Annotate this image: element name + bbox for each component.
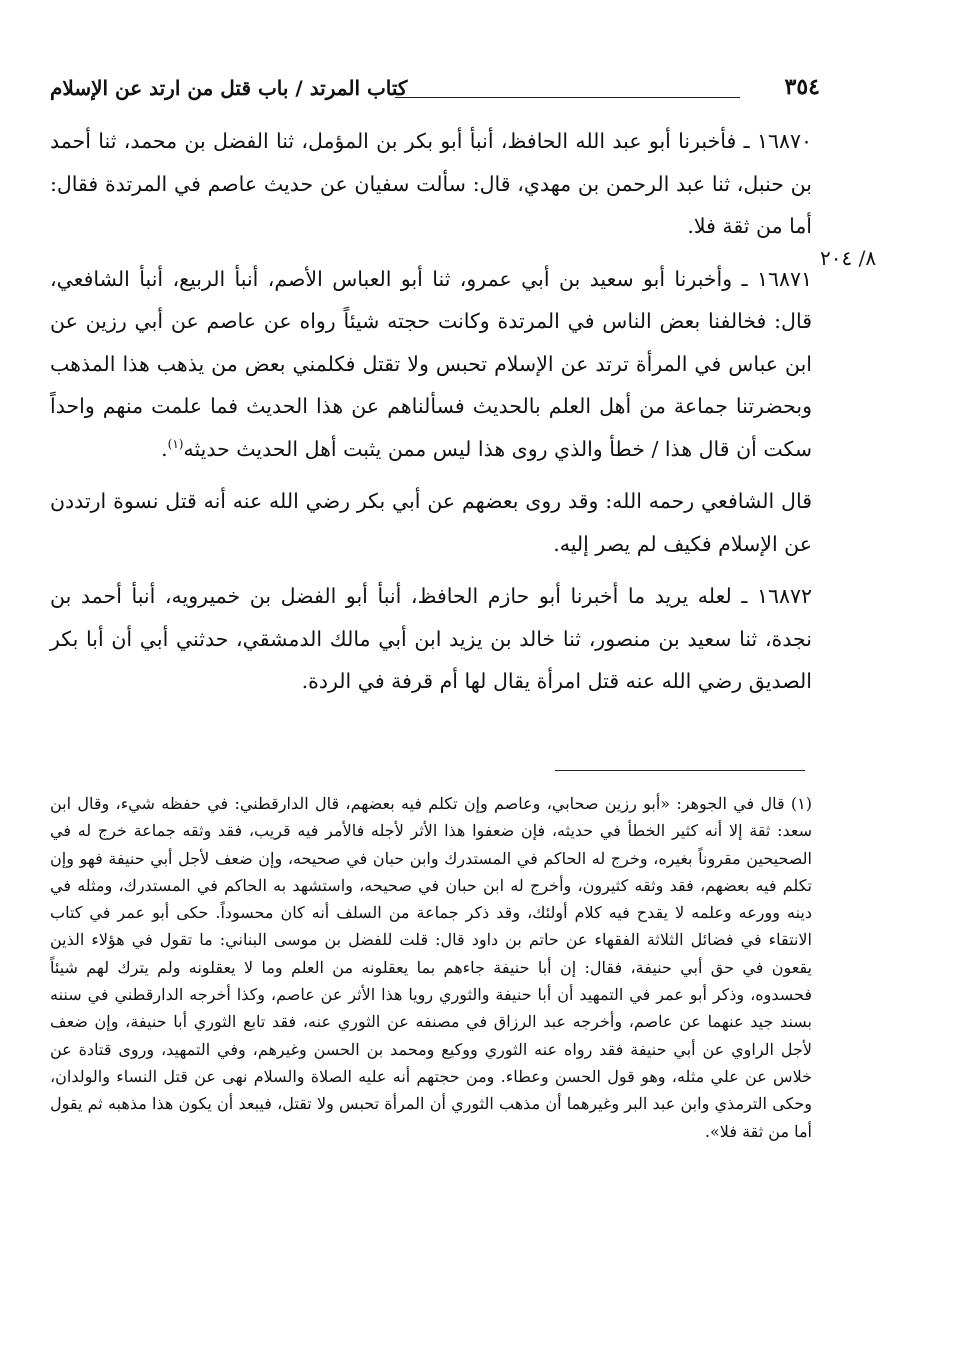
- paragraph-text: [50, 258, 812, 471]
- footnote-text: (١) قال في الجوهر: «أبو رزين صحابي، وعاصم وإن تكلم فيه بعضهم، قال الدارقطني: في حفظه شيء، وقال ابن سعد: ثقة إلا أنه كثير الخطأ في حديثه، فإن ضعفوا هذا الأثر لأجله فالأمر فيه قريب، فقد وثقه جماعة خرج له في الصحيحين مقروناً بغيره، وخرج له الحاكم في المستدرك وابن حبان في صحيحه، وإن ضعف لأجل أبي حنيفة فهو وإن تكلم فيه بعضهم، فقد وثقه كثيرون، وأخرج له ابن حبان في صحيحه، واستشهد به الحاكم في المستدرك، ومثله في دينه وورعه وعلمه لا يقدح فيه كلام أولئك، وقد ذكر جماعة من السلف أنه كان محسوداً. حكى أبو عمر في كتاب الانتقاء في فضائل الثلاثة الفقهاء عن حاتم بن داود قال: قلت للفضل بن موسى البناني: ما تقول في هؤلاء الذين يقعون في حق أبي حنيفة، فقال: إن أبا حنيفة جاءهم بما يعقلونه من العلم وما لا يعقلونه ولم يترك لهم شيئاً فحسدوه، وذكر أبو عمر في التمهيد أن أبا حنيفة والثوري رويا هذا الأثر عن عاصم، وكذا أخرجه الدارقطني في سننه بسند جيد عنهما عن عاصم، وأخرجه عبد الرزاق في مصنفه عن الثوري عنه، فقد تابع الثوري أبا حنيفة، وإن ضعف لأجل الراوي عن أبي حنيفة فقد رواه عنه الثوري ووكيع ومحمد بن الحسن وغيرهم، وفي التمهيد، وروى قتادة عن خلاس عن علي مثله، وهو قول الحسن وعطاء. ومن حجتهم أنه عليه الصلاة والسلام نهى عن قتل النساء والولدان، وحكى الترمذي وابن عبد البر وغيرهما أن مذهب الثوري أن المرأة تحبس ولا تقتل، فيبعد أن يكون هذا مذهبه ثم يقول أما من ثقة فلا».: [50, 794, 813, 1141]
- paragraph-text: ١٦٨٧٢ ـ لعله يريد ما أخبرنا أبو حازم الحافظ، أنبأ أبو الفضل بن خميرويه، أنبأ أحمد بن نجدة، ثنا سعيد بن منصور، ثنا خالد بن يزيد ابن أبي مالك الدمشقي، حدثني أبي أن أبا بكر الصديق رضي الله عنه قتل امرأة يقال لها أم قرفة في الردة.: [50, 584, 812, 693]
- paragraph-16870: [50, 120, 812, 248]
- footnote-reference[interactable]: (١): [167, 436, 184, 451]
- paragraph-text-body: ١٦٨٧١ ـ وأخبرنا أبو سعيد بن أبي عمرو، ثنا أبو العباس الأصم، أنبأ الربيع، أنبأ الشافعي، قال: فخالفنا بعض الناس في المرتدة وكانت حجته شيئاً رواه عن عاصم عن أبي رزين عن ابن عباس في المرأة ترتد عن الإسلام تحبس ولا تقتل فكلمني بعض من يذهب هذا المذهب وبحضرتنا جماعة من أهل العلم بالحديث فسألناهم عن هذا الحديث فما علمت منهم واحداً سكت أن قال هذا / خطأ والذي روى هذا ليس ممن يثبت أهل الحديث حديثه: [50, 266, 812, 461]
- paragraph-text: قال الشافعي رحمه الله: وقد روى بعضهم عن أبي بكر رضي الله عنه أنه قتل نسوة ارتددن عن الإسلام فكيف لم يصر إليه.: [50, 489, 812, 556]
- page-header: [50, 70, 820, 110]
- page-number: ٣٥٤: [784, 74, 820, 100]
- running-title: كتاب المرتد / باب قتل من ارتد عن الإسلام: [50, 76, 408, 100]
- paragraph-16872: [50, 575, 812, 703]
- paragraph-shafii: [50, 480, 812, 565]
- footnote-separator: [555, 770, 805, 771]
- paragraph-end-mark: .: [161, 436, 168, 461]
- footnote: [50, 790, 812, 1145]
- paragraph-16871: [50, 258, 812, 471]
- margin-reference: ٨/ ٢٠٤: [820, 246, 877, 270]
- header-rule: [395, 97, 740, 98]
- main-text: [50, 120, 812, 713]
- paragraph-text: ١٦٨٧٠ ـ فأخبرنا أبو عبد الله الحافظ، أنبأ أبو بكر بن المؤمل، ثنا الفضل بن محمد، ثنا أحمد بن حنبل، ثنا عبد الرحمن بن مهدي، قال: سألت سفيان عن حديث عاصم في المرتدة فقال: أما من ثقة فلا.: [50, 129, 812, 238]
